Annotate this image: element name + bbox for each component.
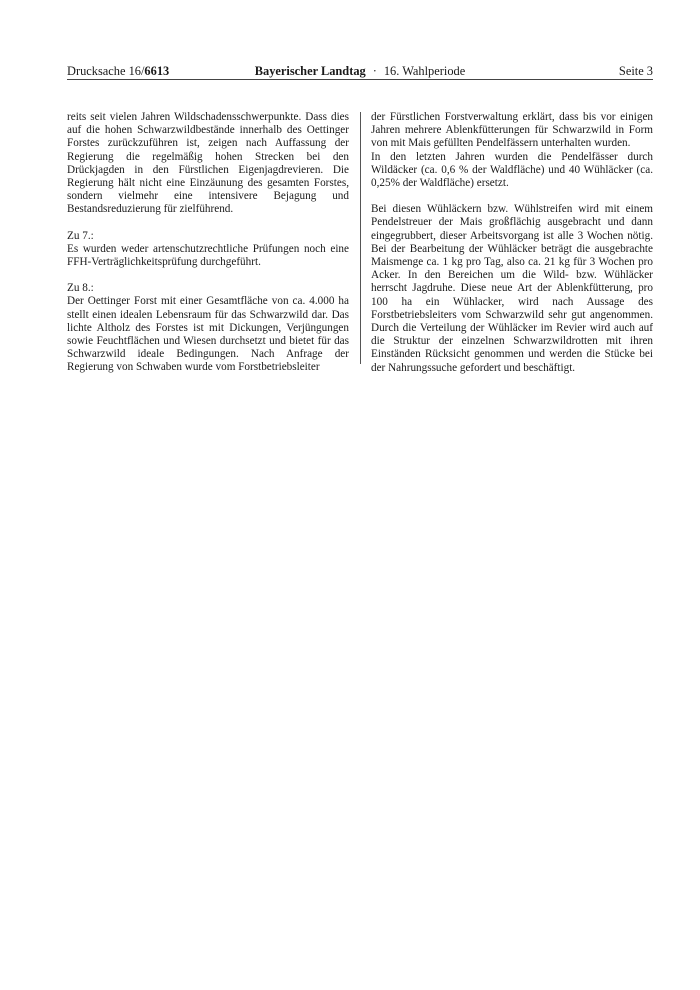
- document-number-value: 6613: [144, 64, 170, 78]
- header-center: [67, 63, 653, 79]
- page-number: Seite 3: [618, 64, 653, 78]
- paragraph: Der Oettinger Forst mit einer Gesamtfläche von ca. 4.000 ha stellt einen idealen Lebensraum für das Schwarzwild dar. Das lichte Altholz des Forstes ist mit Dickungen, Verjüngungen sowie Feuchtflächen und Wiesen durchsetzt und bietet für das Schwarzwild ideale Bedingungen. Nach Anfrage der Regierung von Schwaben wurde vom Forstbetriebsleiter: [67, 295, 349, 374]
- section-heading-7: Zu 7.:: [67, 229, 94, 242]
- paragraph: der Fürstlichen Forstverwaltung erklärt, dass bis vor einigen Jahren mehrere Ablenkfütterungen für Schwarzwild in Form von mit Mais gefüllten Pendelfässern unterhalten wurden.: [371, 111, 653, 150]
- paragraph: Bei diesen Wühläckern bzw. Wühlstreifen wird mit einem Pendelstreuer der Mais großflächig ausgebracht und dann eingegrubbert, dieser Arbeitsvorgang ist alle 3 Wochen nötig. Bei der Bearbeitung der Wühläcker beträgt die ausgebrachte Maismenge ca. 1 kg pro Tag, also ca. 21 kg für 3 Wochen pro Acker. In den Bereichen um die Wild- bzw. Wühläcker herrscht Jagdruhe. Diese neue Art der Ablenkfütterung, pro 100 ha ein Wühlacker, wird nach Aussage des Forstbetriebsleiters vom Schwarzwild sehr gut angenommen. Durch die Verteilung der Wühläcker im Revier wird auch auf die Struktur der einzelnen Schwarzwildrotten mit ihren Einständen Rücksicht genommen und werden die Stücke bei der Nahrungssuche gefordert und beschäftigt.: [371, 203, 653, 374]
- parliament-name: Bayerischer Landtag: [254, 64, 366, 78]
- header-rule: [67, 79, 653, 80]
- section-heading-8: Zu 8.:: [67, 282, 94, 295]
- paragraph: Es wurden weder artenschutzrechtliche Prüfungen noch eine FFH-Verträglichkeitsprüfung durchgeführt.: [67, 242, 349, 269]
- right-column: [371, 111, 653, 375]
- document-number-prefix: Drucksache 16/: [67, 64, 145, 78]
- legislative-period: 16. Wahlperiode: [383, 64, 466, 78]
- paragraph: In den letzten Jahren wurden die Pendelfässer durch Wildäcker (ca. 0,6 % der Waldfläche) und 40 Wühläcker (ca. 0,25% der Waldfläche) ersetzt.: [371, 150, 653, 190]
- left-column: [67, 111, 349, 375]
- column-divider: [360, 112, 361, 364]
- header-separator: ·: [372, 64, 377, 78]
- paragraph: reits seit vielen Jahren Wildschadensschwerpunkte. Dass dies auf die hohen Schwarzwildbestände innerhalb des Oettinger Forstes zurückzuführen ist, zeigen nach Auffassung der Regierung die regelmäßig hohen Strecken bei den Drückjagden in den Fürstlichen Eigenjagdrevieren. Die Regierung hält nicht eine Einzäunung des gesamten Forstes, sondern vielmehr eine intensivere Bejagung und Bestandsreduzierung für zielführend.: [67, 111, 349, 216]
